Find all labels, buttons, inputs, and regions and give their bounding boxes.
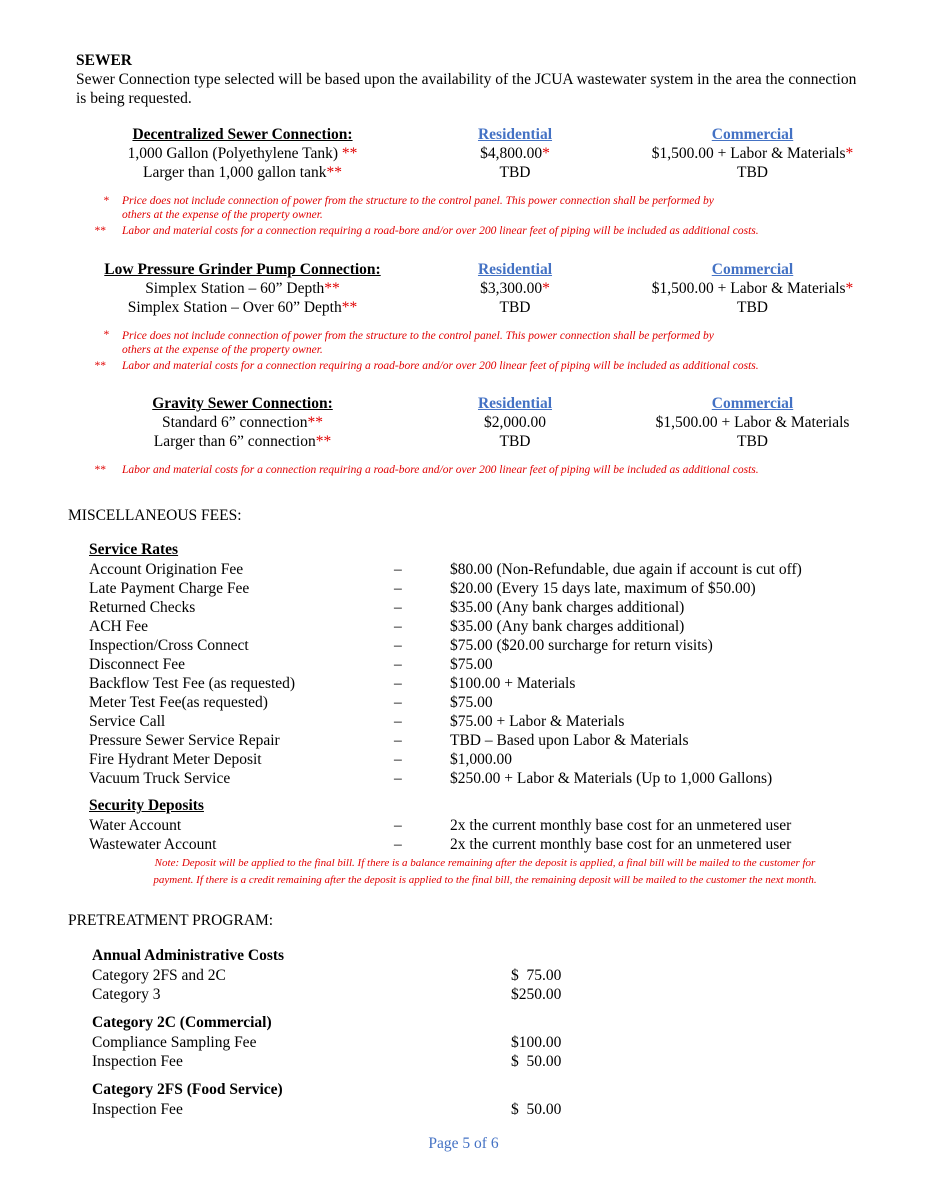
residential-value: $4,800.00 (480, 145, 543, 162)
row-label: Standard 6” connection (162, 414, 308, 431)
footnote-labor: Labor and material costs for a connection requiring a road-bore and/or over 200 linear feet of piping will be included as additional costs. (122, 360, 759, 372)
residential-value: TBD (499, 299, 531, 316)
rate-row: Returned Checks – $35.00 (Any bank charges additional) (89, 599, 685, 616)
row-label: Larger than 6” connection (153, 433, 316, 450)
asterisk-mark: ** (324, 280, 340, 297)
footnote-power: * (103, 195, 109, 207)
grinder-table (75, 260, 865, 320)
commercial-value: $1,500.00 + Labor & Materials (655, 414, 850, 431)
commercial-value: TBD (737, 164, 768, 181)
rate-row: Pressure Sewer Service Repair – TBD – Based upon Labor & Materials (89, 732, 689, 749)
grinder-title: Low Pressure Grinder Pump Connection: (104, 261, 381, 278)
row-label: Simplex Station – 60” Depth (145, 280, 325, 297)
rate-row: Inspection/Cross Connect – $75.00 ($20.00 surcharge for return visits) (89, 637, 713, 654)
pretreatment-row: Inspection Fee $ 50.00 (92, 1101, 562, 1118)
asterisk-mark: ** (315, 433, 332, 450)
gravity-table (75, 394, 865, 454)
table-row (75, 163, 865, 182)
rate-row: Disconnect Fee – $75.00 (89, 656, 493, 673)
footnote-power-text: Price does not include connection of power from the structure to the control panel. This power connection shall be performed by others at the expense of the property owner. (122, 330, 714, 356)
asterisk-mark: * (845, 280, 854, 297)
table-row (75, 432, 865, 451)
commercial-value: $1,500.00 + Labor & Materials (651, 145, 846, 162)
asterisk-mark: * (542, 145, 550, 162)
category-2c-title: Category 2C (Commercial) (92, 1014, 272, 1031)
sewer-intro: Sewer Connection type selected will be based upon the availability of the JCUA wastewater system in the area the connection is being requested. (76, 71, 857, 107)
residential-header: Residential (477, 126, 553, 143)
footnote-labor-mark: ** (94, 360, 106, 372)
row-label: Simplex Station – Over 60” Depth (127, 299, 342, 316)
residential-value: $2,000.00 (484, 414, 546, 431)
footnote-labor-mark: ** (94, 225, 106, 237)
rate-row: Late Payment Charge Fee – $20.00 (Every 15 days late, maximum of $50.00) (89, 580, 756, 597)
service-rates-title: Service Rates (89, 541, 179, 558)
category-2fs-title: Category 2FS (Food Service) (92, 1081, 283, 1098)
deposit-note: Note: Deposit will be applied to the final bill. If there is a balance remaining after the deposit is applied, a final bill will be mailed to the customer for payment. If there is a credit remaining after the deposit is applied to the final bill, the remaining deposit will be mailed to the customer the next month. (153, 857, 817, 886)
asterisk-mark: ** (341, 145, 358, 162)
annual-costs-title: Annual Administrative Costs (92, 947, 285, 964)
row-label: Larger than 1,000 gallon tank (142, 164, 327, 181)
pretreatment-row: Inspection Fee $ 50.00 (92, 1053, 562, 1070)
security-deposits-title: Security Deposits (89, 797, 204, 814)
commercial-header: Commercial (711, 395, 794, 412)
page-number: Page 5 of 6 (428, 1135, 499, 1152)
footnote-labor: Labor and material costs for a connection requiring a road-bore and/or over 200 linear feet of piping will be included as additional costs. (122, 225, 759, 237)
pretreatment-row: Category 3 $250.00 (92, 986, 562, 1003)
deposit-row: Water Account – 2x the current monthly base cost for an unmetered user (89, 817, 792, 834)
asterisk-mark: ** (326, 164, 342, 181)
footnote-power-text: Price does not include connection of power from the structure to the control panel. This power connection shall be performed by others at the expense of the property owner. (122, 195, 714, 221)
table-row (75, 279, 865, 298)
pretreatment-heading: PRETREATMENT PROGRAM: (68, 912, 274, 929)
row-label: 1,000 Gallon (Polyethylene Tank) (127, 145, 342, 162)
gravity-title: Gravity Sewer Connection: (152, 395, 333, 412)
rate-row: Vacuum Truck Service – $250.00 + Labor & Materials (Up to 1,000 Gallons) (89, 770, 773, 787)
commercial-header: Commercial (711, 126, 794, 143)
pretreatment-row: Category 2FS and 2C $ 75.00 (92, 967, 562, 984)
commercial-value: TBD (737, 433, 768, 450)
sewer-heading: SEWER (76, 52, 132, 69)
pretreatment-row: Compliance Sampling Fee $100.00 (92, 1034, 562, 1051)
footnote-power-mark: * (103, 329, 109, 341)
table-row (75, 298, 865, 317)
asterisk-mark: ** (307, 414, 323, 431)
decentralized-table (75, 125, 865, 185)
commercial-value: TBD (737, 299, 768, 316)
asterisk-mark: ** (341, 299, 358, 316)
rate-row: ACH Fee – $35.00 (Any bank charges additional) (89, 618, 685, 635)
residential-value: TBD (499, 164, 531, 181)
decentralized-title: Decentralized Sewer Connection: (132, 126, 353, 143)
rate-row: Backflow Test Fee (as requested) – $100.00 + Materials (89, 675, 576, 692)
rate-row: Account Origination Fee – $80.00 (Non-Refundable, due again if account is cut off) (89, 561, 802, 578)
misc-heading: MISCELLANEOUS FEES: (68, 507, 242, 524)
table-row (75, 144, 865, 163)
table-row (75, 413, 865, 432)
rate-row: Meter Test Fee(as requested) – $75.00 (89, 694, 493, 711)
rate-row: Service Call – $75.00 + Labor & Materials (89, 713, 625, 730)
residential-value: TBD (499, 433, 531, 450)
asterisk-mark: * (542, 280, 550, 297)
footnote-labor: Labor and material costs for a connection requiring a road-bore and/or over 200 linear feet of piping will be included as additional costs. (122, 464, 759, 476)
rate-row: Fire Hydrant Meter Deposit – $1,000.00 (89, 751, 512, 768)
deposit-row: Wastewater Account – 2x the current monthly base cost for an unmetered user (89, 836, 792, 853)
residential-header: Residential (477, 395, 553, 412)
commercial-value: $1,500.00 + Labor & Materials (651, 280, 846, 297)
residential-header: Residential (477, 261, 553, 278)
footnote-labor-mark: ** (94, 464, 106, 476)
residential-value: $3,300.00 (480, 280, 543, 297)
asterisk-mark: * (845, 145, 854, 162)
commercial-header: Commercial (711, 261, 794, 278)
